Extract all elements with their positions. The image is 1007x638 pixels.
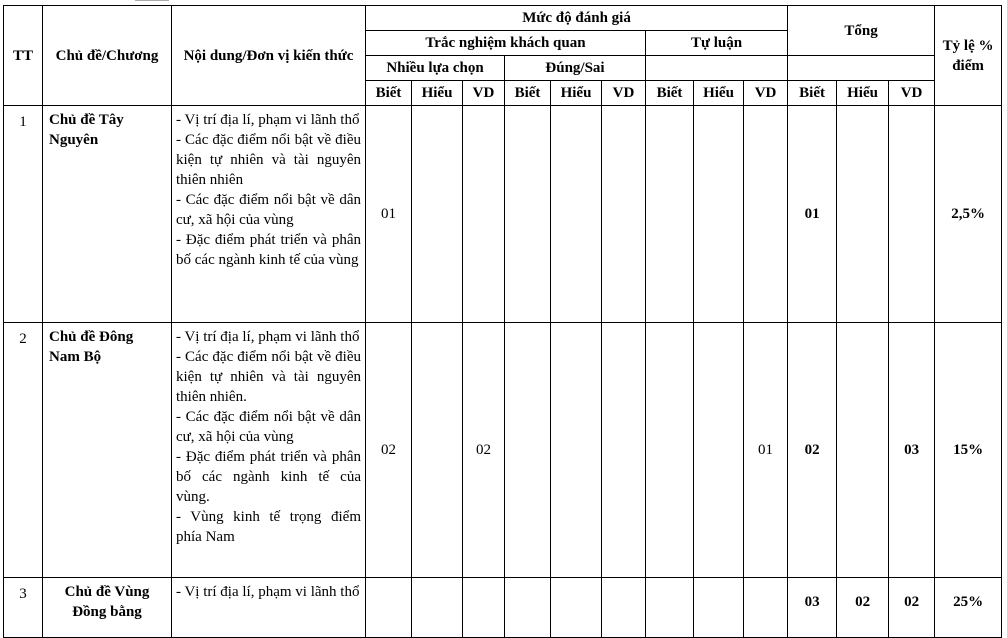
header-dung-sai: Đúng/Sai <box>505 56 646 81</box>
mcq-biet: 02 <box>366 323 412 578</box>
table-row <box>4 106 1002 323</box>
ds-hieu <box>551 106 602 323</box>
level-biet: Biết <box>646 81 694 106</box>
row-number: 2 <box>4 323 43 578</box>
percent-cell: 25% <box>935 578 1002 638</box>
header-tu-luan-blank <box>646 56 788 81</box>
mcq-hieu <box>412 578 463 638</box>
header-noi-dung: Nội dung/Đơn vị kiến thức <box>172 6 366 106</box>
total-vd <box>889 106 935 323</box>
row-number: 1 <box>4 106 43 323</box>
ds-biet <box>505 578 551 638</box>
content-cell <box>172 578 366 638</box>
content-cell <box>172 106 366 323</box>
header-chu-de: Chủ đề/Chương <box>43 6 172 106</box>
mcq-hieu <box>412 323 463 578</box>
header-tu-luan: Tự luận <box>646 31 788 56</box>
total-biet: 02 <box>788 323 837 578</box>
total-hieu: 02 <box>837 578 889 638</box>
topic-cell: Chủ đề Vùng Đồng bằng <box>43 578 172 638</box>
ds-hieu <box>551 323 602 578</box>
tl-hieu <box>694 323 744 578</box>
level-biet: Biết <box>505 81 551 106</box>
table-row <box>4 323 1002 578</box>
header-nhieu-lua-chon: Nhiều lựa chọn <box>366 56 505 81</box>
level-vd: VD <box>463 81 505 106</box>
level-vd: VD <box>602 81 646 106</box>
ds-biet <box>505 323 551 578</box>
ds-vd <box>602 323 646 578</box>
topic-cell: Chủ đề Đông Nam Bộ <box>43 323 172 578</box>
tl-biet <box>646 323 694 578</box>
content-line: - Vị trí địa lí, phạm vi lãnh thổ <box>176 112 360 128</box>
level-vd: VD <box>889 81 935 106</box>
content-line: - Vùng kinh tế trọng điểm phía Nam <box>176 509 361 545</box>
content-line: - Các đặc điểm nổi bật về dân cư, xã hội của vùng <box>176 409 361 445</box>
total-biet: 01 <box>788 106 837 323</box>
mcq-biet <box>366 578 412 638</box>
content-line: - Các đặc điểm nổi bật về điều kiện tự nhiên và tài nguyên thiên nhiên <box>176 132 361 188</box>
content-line: - Đặc điểm phát triển và phân bố các ngành kinh tế của vùng. <box>176 449 361 505</box>
percent-cell: 2,5% <box>935 106 1002 323</box>
content-line: - Đặc điểm phát triển và phân bố các ngành kinh tế của vùng <box>176 232 361 268</box>
tl-vd: 01 <box>744 323 788 578</box>
tl-hieu <box>694 106 744 323</box>
row-number: 3 <box>4 578 43 638</box>
mcq-hieu <box>412 106 463 323</box>
content-line: - Các đặc điểm nổi bật về dân cư, xã hội của vùng <box>176 192 361 228</box>
mcq-vd <box>463 106 505 323</box>
ds-vd <box>602 106 646 323</box>
tl-hieu <box>694 578 744 638</box>
total-vd: 02 <box>889 578 935 638</box>
header-tong-blank <box>788 56 935 81</box>
level-hieu: Hiểu <box>412 81 463 106</box>
ds-vd <box>602 578 646 638</box>
header-tt: TT <box>4 6 43 106</box>
content-line: - Vị trí địa lí, phạm vi lãnh thổ <box>176 584 360 600</box>
header-trac-nghiem: Trắc nghiệm khách quan <box>366 31 646 56</box>
tl-vd <box>744 578 788 638</box>
mcq-vd: 02 <box>463 323 505 578</box>
total-biet: 03 <box>788 578 837 638</box>
level-hieu: Hiểu <box>551 81 602 106</box>
level-biet: Biết <box>366 81 412 106</box>
mcq-biet: 01 <box>366 106 412 323</box>
content-line: - Các đặc điểm nổi bật về điều kiện tự nhiên và tài nguyên thiên nhiên. <box>176 349 361 405</box>
ds-hieu <box>551 578 602 638</box>
total-hieu <box>837 106 889 323</box>
content-cell <box>172 323 366 578</box>
header-tong: Tổng <box>788 6 935 56</box>
assessment-matrix-table <box>3 5 1002 638</box>
table-row <box>4 578 1002 638</box>
level-hieu: Hiểu <box>694 81 744 106</box>
tl-biet <box>646 578 694 638</box>
mcq-vd <box>463 578 505 638</box>
tl-biet <box>646 106 694 323</box>
level-biet: Biết <box>788 81 837 106</box>
level-vd: VD <box>744 81 788 106</box>
percent-cell: 15% <box>935 323 1002 578</box>
tl-vd <box>744 106 788 323</box>
topic-cell: Chủ đề Tây Nguyên <box>43 106 172 323</box>
content-line: - Vị trí địa lí, phạm vi lãnh thổ <box>176 329 360 345</box>
ds-biet <box>505 106 551 323</box>
header-ty-le: Tỷ lệ % điểm <box>935 6 1002 106</box>
total-hieu <box>837 323 889 578</box>
header-muc-do: Mức độ đánh giá <box>366 6 788 31</box>
level-hieu: Hiểu <box>837 81 889 106</box>
total-vd: 03 <box>889 323 935 578</box>
